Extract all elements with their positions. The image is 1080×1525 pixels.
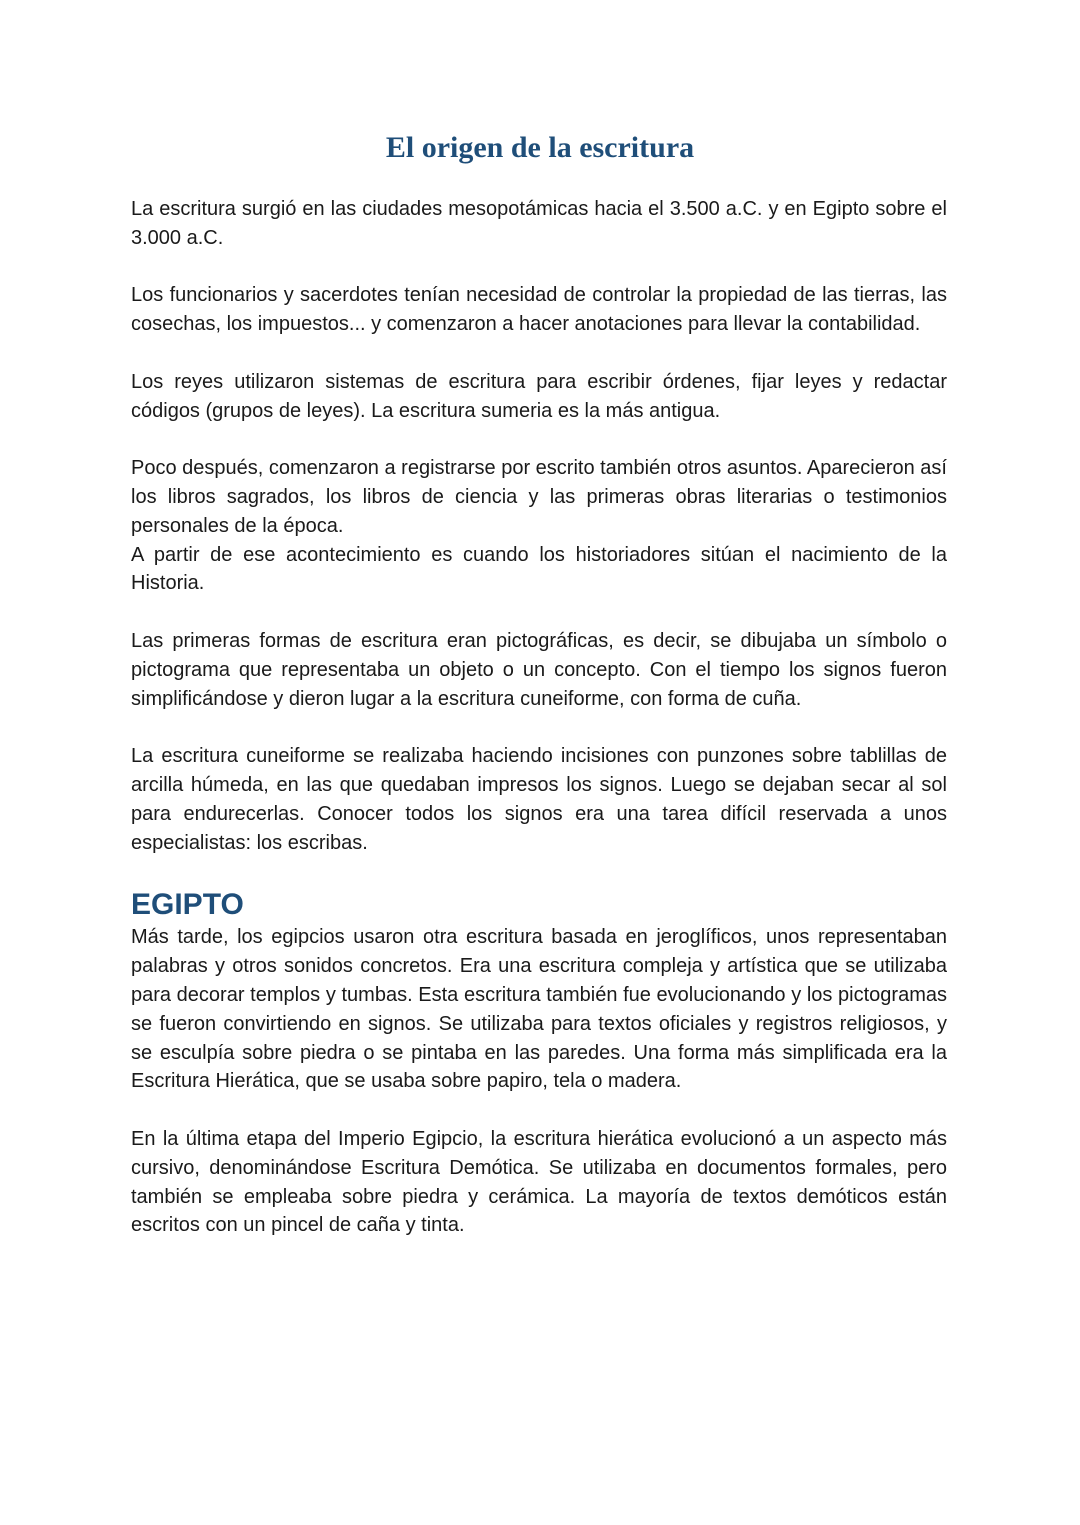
paragraph-origin-dates: La escritura surgió en las ciudades mesopotámicas hacia el 3.500 a.C. y en Egipto sobre el 3.000 a.C. <box>131 198 947 249</box>
paragraph-history-birth: A partir de ese acontecimiento es cuando los historiadores sitúan el nacimiento de la Historia. <box>131 543 947 595</box>
paragraph-cuneiform: La escritura cuneiforme se realizaba haciendo incisiones con punzones sobre tablillas de arcilla húmeda, en las que quedaban impresos los signos. Luego se dejaban secar al sol para endurecerlas. Conocer todos los signos era una tarea difícil reservada a unos especialistas: los escribas. <box>131 745 947 854</box>
section-heading-egipto: EGIPTO <box>131 888 244 922</box>
paragraph-pictographic: Las primeras formas de escritura eran pictográficas, es decir, se dibujaba un símbolo o pictograma que representaba un objeto o un concepto. Con el tiempo los signos fueron simplificándose y dieron lugar a la escritura cuneiforme, con forma de cuña. <box>131 629 947 710</box>
paragraph-officials: Los funcionarios y sacerdotes tenían necesidad de controlar la propiedad de las tierras, las cosechas, los impuestos... y comenzaron a hacer anotaciones para llevar la contabilidad. <box>131 284 947 336</box>
page-title: El origen de la escritura <box>385 131 695 164</box>
document-body <box>131 195 947 1269</box>
paragraph-egipto-demotic: En la última etapa del Imperio Egipcio, la escritura hierática evolucionó a un aspecto más cursivo, denominándose Escritura Demótica. Se utilizaba en documentos formales, pero también se empleaba sobre piedra y cerámica. La mayoría de textos demóticos están escritos con un pincel de caña y tinta. <box>131 1127 947 1237</box>
paragraph-kings: Los reyes utilizaron sistemas de escritura para escribir órdenes, fijar leyes y redactar códigos (grupos de leyes). La escritura sumeria es la más antigua. <box>131 370 947 422</box>
paragraph-egipto-hieroglyphs: Más tarde, los egipcios usaron otra escritura basada en jeroglíficos, unos representaban palabras y otros sonidos concretos. Era una escritura compleja y artística que se utilizaba para decorar templos y tumbas. Esta escritura también fue evolucionando y los pictogramas se fueron convirtiendo en signos. Se utilizaba para textos oficiales y registros religiosos, y se esculpía sobre piedra o se pintaba en las paredes. Una forma más simplificada era la Escritura Hierática, que se usaba sobre papiro, tela o madera. <box>131 926 947 1093</box>
paragraph-other-matters: Poco después, comenzaron a registrarse por escrito también otros asuntos. Aparecieron así los libros sagrados, los libros de ciencia y las primeras obras literarias o testimonios personales de la época. <box>131 457 947 537</box>
